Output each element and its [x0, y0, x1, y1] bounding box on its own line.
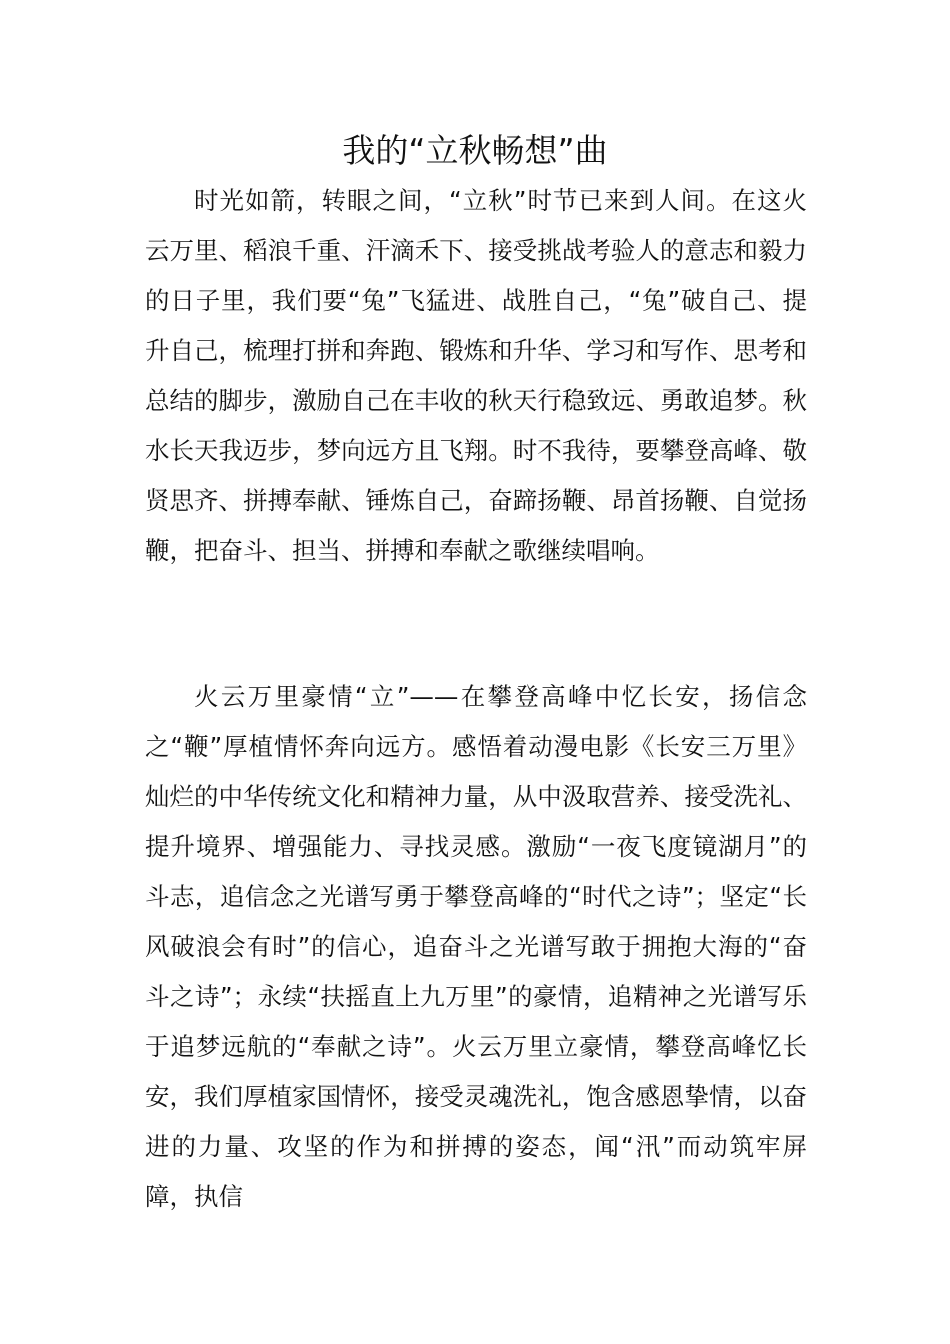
paragraph-2: 火云万里豪情“立”——在攀登高峰中忆长安，扬信念之“鞭”厚植情怀奔向远方。感悟着动漫电影《长安三万里》灿烂的中华传统文化和精神力量，从中汲取营养、接受洗礼、提升境界、增强能力、寻找灵感。激励“一夜飞度镜湖月”的斗志，追信念之光谱写勇于攀登高峰的“时代之诗”；坚定“长风破浪会有时”的信心，追奋斗之光谱写敢于拥抱大海的“奋斗之诗”；永续“扶摇直上九万里”的豪情，追精神之光谱写乐于追梦远航的“奉献之诗”。火云万里立豪情，攀登高峰忆长安，我们厚植家国情怀，接受灵魂洗礼，饱含感恩挚情，以奋进的力量、攻坚的作为和拼搏的姿态，闻“汛”而动筑牢屏障，执信 [145, 682, 807, 1211]
document-title: 我的“立秋畅想”曲 [342, 131, 608, 170]
paragraph-1: 时光如箭，转眼之间，“立秋”时节已来到人间。在这火云万里、稻浪千重、汗滴禾下、接受挑战考验人的意志和毅力的日子里，我们要“兔”飞猛进、战胜自己，“兔”破自己、提升自己，梳理打拼和奔跑、锻炼和升华、学习和写作、思考和总结的脚步，激励自己在丰收的秋天行稳致远、勇敢追梦。秋水长天我迈步，梦向远方且飞翔。时不我待，要攀登高峰、敬贤思齐、拼搏奉献、锤炼自己，奋蹄扬鞭、昂首扬鞭、自觉扬鞭，把奋斗、担当、拼搏和奉献之歌继续唱响。 [145, 186, 807, 565]
